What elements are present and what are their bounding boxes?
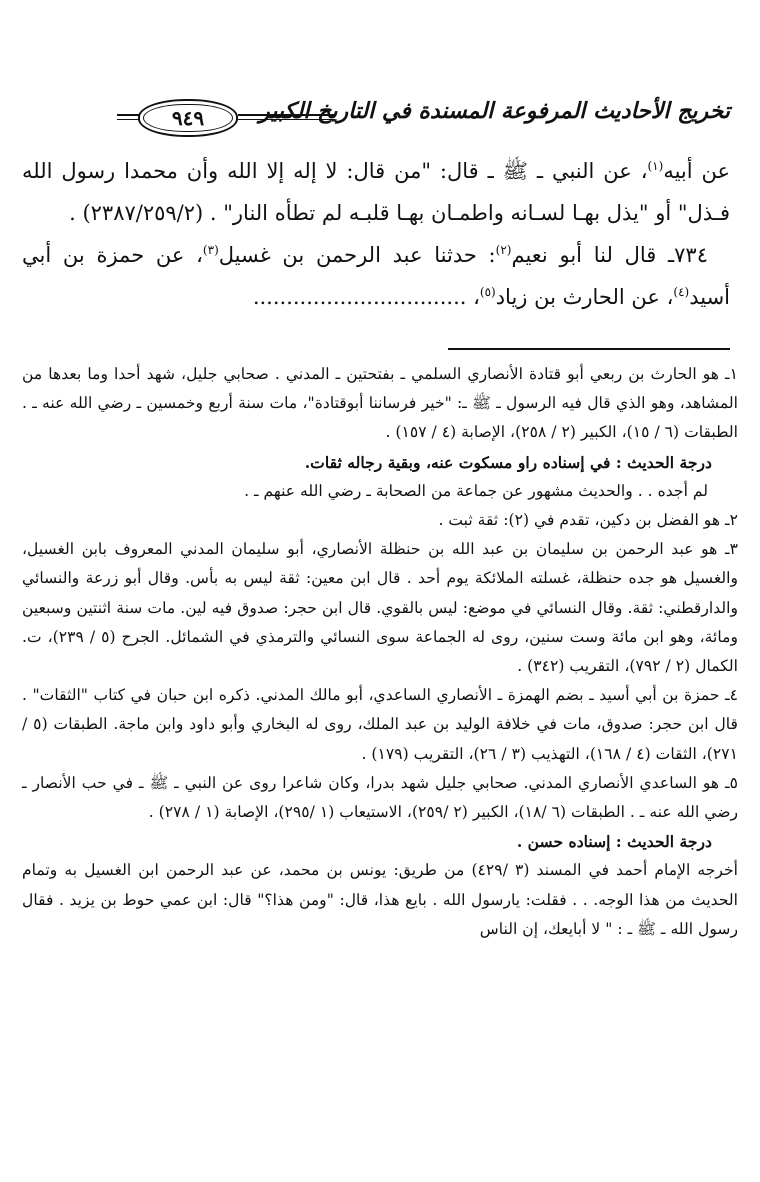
- footnote-ref: (٥): [479, 285, 496, 299]
- hadith-paragraph: [22, 150, 730, 234]
- header-rule: [238, 114, 335, 116]
- footnote-ref: (١): [647, 159, 664, 173]
- footnote-separator: [448, 348, 730, 350]
- footnote-ref: (٣): [202, 243, 219, 257]
- footnote-note: أخرجه الإمام أحمد في المسند (٣ /٤٢٩) من طريق: يونس بن محمد، عن عبد الرحمن ابن الغسيل به وتمام الحديث من هذا الوجه. . . فقلت: يارسول الله . بايع هذا، قال: "ومن هذا؟" قال: ابن عمي حوط بن يزيد . فقال رسول الله ـ ﷺ ـ : " لا أبايعك، إن الناس: [22, 861, 739, 938]
- footnote-5: ٥ـ هو الساعدي الأنصاري المدني. صحابي جليل شهد بدرا، وكان شاعرا روى عن النبي ـ ﷺ ـ في حب الأنصار ـ رضي الله عنه ـ . الطبقات (٦ /١٨)، الكبير (٢ /٢٥٩)، الاستيعاب (١ /٢٩٥)، الإصابة (١ / ٢٧٨) .: [22, 773, 738, 822]
- footnote-4: ٤ـ حمزة بن أبي أسيد ـ بضم الهمزة ـ الأنصاري الساعدي، أبو مالك المدني. ذكره ابن حبان في كتاب "الثقات" . قال ابن حجر: صدوق، مات في خلافة الوليد بن عبد الملك، روى له البخاري وأبو داود وابن ماجة. الطبقات (٥ / ٢٧١)، الثقات (٤ / ١٦٨)، التهذيب (٣ / ٢٦)، التقريب (١٧٩) .: [22, 686, 739, 763]
- hadith-paragraph-734: [22, 234, 730, 318]
- text-run: ، عن الحارث بن زياد: [495, 285, 674, 309]
- page-number-badge: [138, 99, 238, 137]
- text-run: ، ................................: [252, 285, 480, 309]
- hadith-grade: درجة الحديث : في إسناده راو مسكوت عنه، وبقية رجاله ثقات.: [304, 452, 712, 472]
- header-rule-thin: [238, 119, 335, 120]
- page-header: [118, 96, 730, 140]
- footnote-ref: (٤): [673, 285, 690, 299]
- text-run: ، عن النبي ـ ﷺ ـ قال: "من قال: لا إله إلا الله وأن محمدا رسول الله فـذل" أو "يذل بهـا لسـانه واطمـان بهـا قلبـه لم تطأه النار" . (٢٣٨٧/٢٥٩/٢) .: [22, 159, 730, 225]
- hadith-grade: درجة الحديث : إسناده حسن .: [516, 832, 712, 852]
- text-run: : حدثنا عبد الرحمن بن غسيل: [218, 243, 496, 267]
- main-text: [22, 150, 730, 318]
- footnote-2: ٢ـ هو الفضل بن دكين، تقدم في (٢): ثقة ثبت .: [438, 511, 738, 530]
- page-number: ٩٤٩: [171, 106, 205, 130]
- running-title: تخريج الأحاديث المرفوعة المسندة في التاريخ الكبير: [259, 98, 730, 124]
- footnotes: [22, 360, 738, 944]
- footnote-3: ٣ـ هو عبد الرحمن بن سليمان بن عبد الله بن حنظلة الأنصاري، أبو سليمان المدني المعروف بابن الغسيل، والغسيل هو جده حنظلة، غسلته الملائكة يوم أحد . قال ابن معين: ثقة ليس به بأس. وقال أبو زرعة والنسائي والدارقطني: ثقة. وقال النسائي في موضع: ليس بالقوي. قال ابن حجر: صدوق فيه لين. مات سنة اثنتين وسبعين ومائة، وهو ابن مائة وست سنين، روى له الجماعة سوى النسائي والترمذي في الشمائل. الجرح (٥ / ٢٣٩)، ت. الكمال (٢ / ٧٩٢)، التقريب (٣٤٢) .: [22, 540, 738, 676]
- header-rule-left: [117, 114, 139, 116]
- text-run: عن أبيه: [663, 159, 731, 183]
- footnote-note: لم أجده . . والحديث مشهور عن جماعة من الصحابة ـ رضي الله عنهم ـ .: [244, 481, 708, 500]
- footnote-ref: (٢): [495, 243, 512, 257]
- text-run: ، عن حمزة بن أبي أسيد: [22, 243, 730, 309]
- footnote-1: ١ـ هو الحارث بن ربعي أبو قتادة الأنصاري السلمي ـ بفتحتين ـ المدني . صحابي جليل، شهد أحدا وما بعدها من المشاهد، وهو الذي قال فيه الرسول ـ ﷺ ـ: "خير فرساننا أبوقتادة"، مات سنة أربع وخمسين ـ رضي الله عنه ـ . الطبقات (٦ / ١٥)، الكبير (٢ / ٢٥٨)، الإصابة (٤ / ١٥٧) .: [22, 365, 738, 442]
- header-rule-left-thin: [117, 119, 139, 120]
- text-run: ٧٣٤ـ قال لنا أبو نعيم: [511, 243, 708, 267]
